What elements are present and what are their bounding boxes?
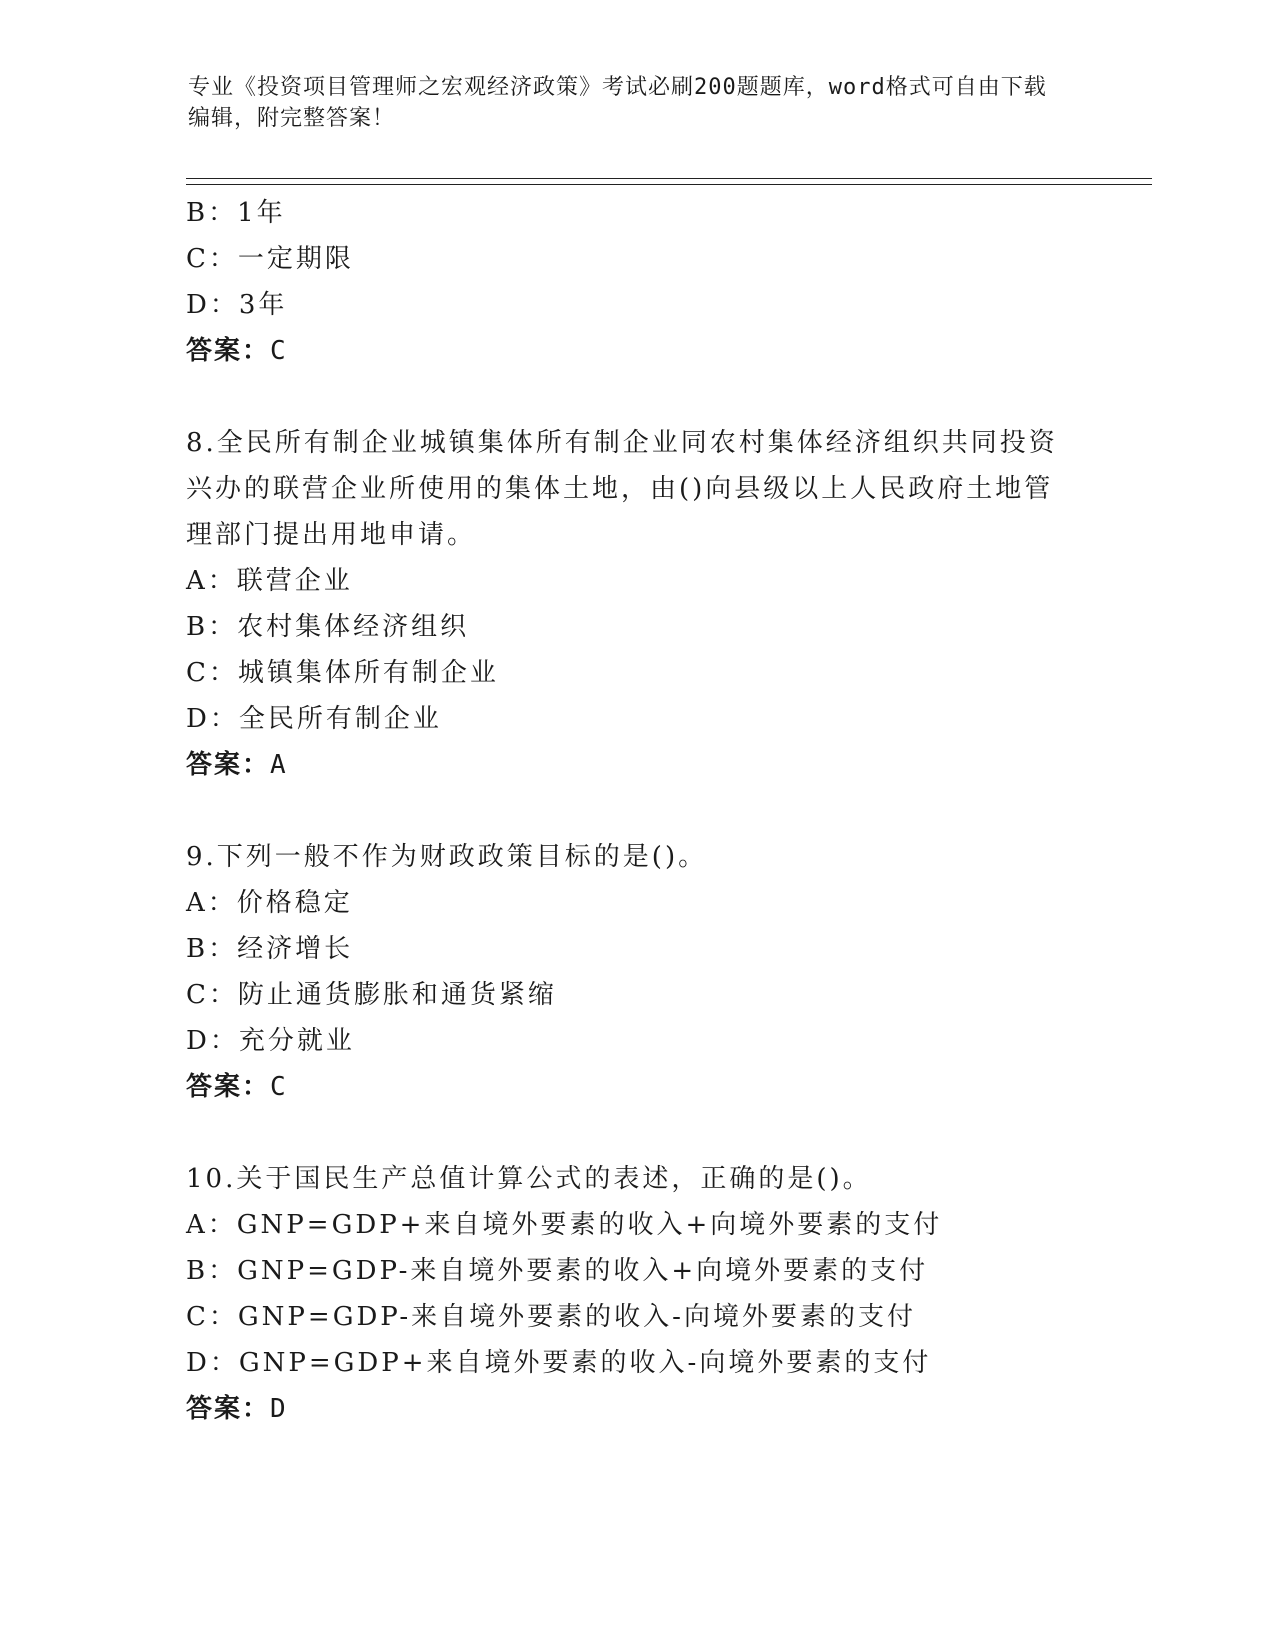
question-text: 10.关于国民生产总值计算公式的表述，正确的是()。 [186,1164,872,1194]
answer-line [186,328,1086,374]
option-c: C：防止通货膨胀和通货紧缩 [186,980,557,1010]
option-d: D：全民所有制企业 [186,704,442,734]
option-b: B：经济增长 [186,934,354,964]
question-list [186,190,1086,1432]
answer-label: 答案： [186,750,271,780]
option-d: D：GNP=GDP+来自境外要素的收入-向境外要素的支付 [186,1348,932,1378]
answer-value: C [270,336,288,366]
question-7-continued [186,190,1086,374]
question-8 [186,420,1086,788]
option-d: D：3年 [186,290,288,320]
answer-label: 答案： [186,1072,271,1102]
option-c: C：GNP=GDP-来自境外要素的收入-向境外要素的支付 [186,1302,916,1332]
question-text: 8.全民所有制企业城镇集体所有制企业同农村集体经济组织共同投资兴办的联营企业所使用的集体土地，由()向县级以上人民政府土地管理部门提出用地申请。 [186,428,1058,550]
option-c: C：城镇集体所有制企业 [186,658,499,688]
answer-line [186,1386,1086,1432]
answer-value: C [270,1072,288,1102]
option-a: A：价格稳定 [186,888,353,918]
question-9 [186,834,1086,1110]
option-a: A：联营企业 [186,566,353,596]
document-header: 专业《投资项目管理师之宏观经济政策》考试必刷200题题库，word格式可自由下载编辑，附完整答案！ [188,75,1047,131]
option-b: B：农村集体经济组织 [186,612,470,642]
option-c: C：一定期限 [186,244,354,274]
header-divider-top [186,178,1152,179]
option-a: A：GNP=GDP+来自境外要素的收入+向境外要素的支付 [186,1210,943,1240]
answer-line [186,742,1086,788]
option-d: D：充分就业 [186,1026,355,1056]
answer-value: D [270,1394,288,1424]
question-10 [186,1156,1086,1432]
question-text: 9.下列一般不作为财政政策目标的是()。 [186,842,708,872]
answer-label: 答案： [186,336,271,366]
answer-label: 答案： [186,1394,271,1424]
answer-line [186,1064,1086,1110]
option-b: B：GNP=GDP-来自境外要素的收入+向境外要素的支付 [186,1256,929,1286]
answer-value: A [270,750,288,780]
option-b: B：1年 [186,198,286,228]
header-divider-bottom [186,184,1152,185]
